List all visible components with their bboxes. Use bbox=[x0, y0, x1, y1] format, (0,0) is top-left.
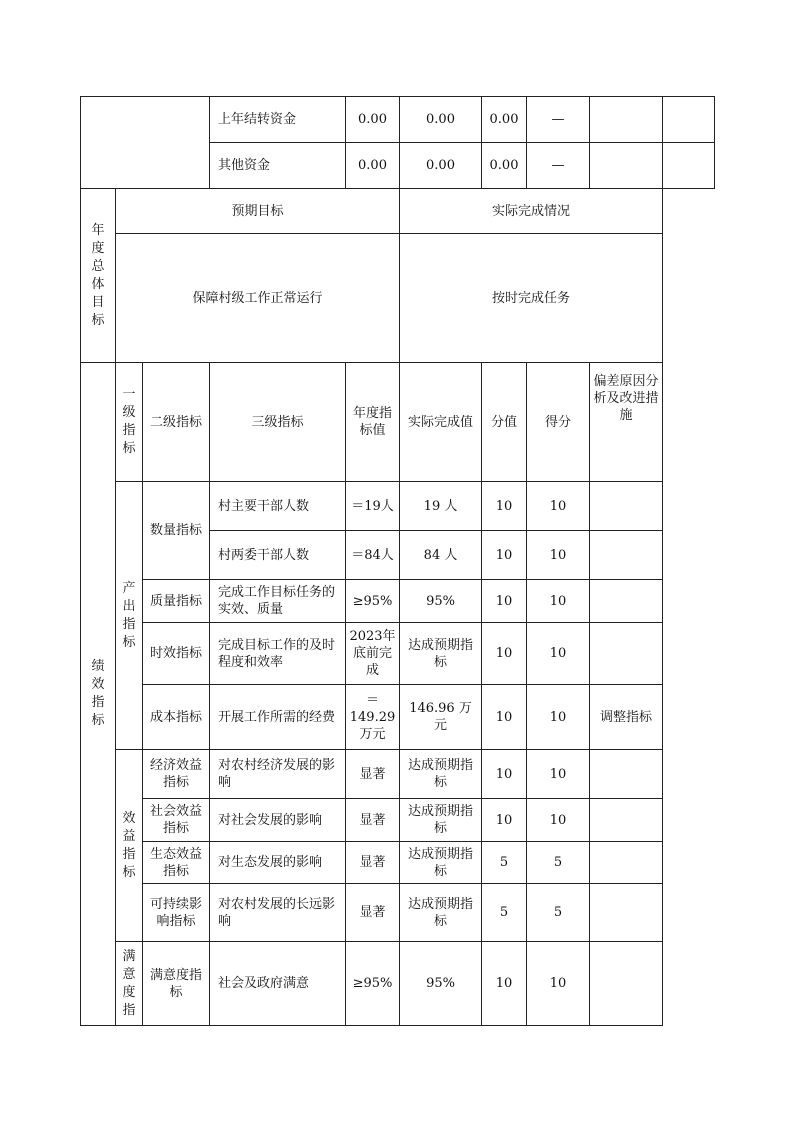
annual-goal-content-row bbox=[81, 234, 715, 363]
table-row bbox=[81, 884, 715, 942]
level3-cell: 对农村经济发展的影响 bbox=[210, 750, 346, 799]
expected-goal-text: 保障村级工作正常运行 bbox=[116, 234, 400, 363]
funding-dash: — bbox=[527, 143, 590, 189]
empty-cell bbox=[590, 143, 663, 189]
level2-cell: 社会效益指标 bbox=[143, 799, 210, 842]
level2-cell: 数量指标 bbox=[143, 482, 210, 580]
level2-cell: 时效指标 bbox=[143, 623, 210, 685]
level2-cell: 满意度指标 bbox=[143, 942, 210, 1026]
value-cell: 5 bbox=[482, 884, 527, 942]
level2-cell: 可持续影响指标 bbox=[143, 884, 210, 942]
annual-goal-side-label: 年 度 总 体 目 标 bbox=[81, 189, 116, 363]
funding-dash: — bbox=[527, 97, 590, 143]
deviation-cell bbox=[590, 580, 663, 623]
deviation-cell bbox=[590, 623, 663, 685]
table-row bbox=[81, 942, 715, 1026]
funding-label: 其他资金 bbox=[210, 143, 346, 189]
level2-cell: 生态效益指标 bbox=[143, 842, 210, 884]
score-header: 得分 bbox=[527, 363, 590, 482]
actual-goal-text: 按时完成任务 bbox=[400, 234, 663, 363]
actual-cell: 达成预期指标 bbox=[400, 799, 482, 842]
annual-goal-header-row bbox=[81, 189, 715, 234]
table-row bbox=[81, 750, 715, 799]
score-cell: 10 bbox=[527, 623, 590, 685]
actual-cell: 146.96 万元 bbox=[400, 685, 482, 750]
score-cell: 10 bbox=[527, 531, 590, 580]
actual-cell: 达成预期指标 bbox=[400, 623, 482, 685]
actual-cell: 达成预期指标 bbox=[400, 750, 482, 799]
actual-cell: 达成预期指标 bbox=[400, 884, 482, 942]
expected-goal-header: 预期目标 bbox=[116, 189, 400, 234]
value-cell: 10 bbox=[482, 685, 527, 750]
score-value-header: 分值 bbox=[482, 363, 527, 482]
funding-value: 0.00 bbox=[400, 143, 482, 189]
empty-cell bbox=[590, 97, 663, 143]
deviation-cell bbox=[590, 750, 663, 799]
performance-side-label: 绩 效 指 标 bbox=[81, 363, 116, 1026]
target-cell: 显著 bbox=[346, 842, 400, 884]
value-cell: 10 bbox=[482, 482, 527, 531]
score-cell: 10 bbox=[527, 799, 590, 842]
value-cell: 10 bbox=[482, 942, 527, 1026]
level2-cell: 质量指标 bbox=[143, 580, 210, 623]
level3-cell: 对农村发展的长远影响 bbox=[210, 884, 346, 942]
table-row bbox=[81, 842, 715, 884]
level3-cell: 完成目标工作的及时程度和效率 bbox=[210, 623, 346, 685]
level3-cell: 完成工作目标任务的实效、质量 bbox=[210, 580, 346, 623]
deviation-header: 偏差原因分析及改进措施 bbox=[590, 363, 663, 482]
target-header: 年度指标值 bbox=[346, 363, 400, 482]
benefit-indicator-label: 效 益 指 标 bbox=[116, 750, 143, 942]
score-cell: 10 bbox=[527, 942, 590, 1026]
actual-header: 实际完成值 bbox=[400, 363, 482, 482]
indicator-header-row bbox=[81, 363, 715, 482]
value-cell: 10 bbox=[482, 531, 527, 580]
target-cell: ≥95% bbox=[346, 580, 400, 623]
level3-cell: 开展工作所需的经费 bbox=[210, 685, 346, 750]
actual-cell: 95% bbox=[400, 942, 482, 1026]
value-cell: 5 bbox=[482, 842, 527, 884]
funding-value: 0.00 bbox=[346, 143, 400, 189]
value-cell: 10 bbox=[482, 799, 527, 842]
actual-cell: 84 人 bbox=[400, 531, 482, 580]
table-row bbox=[81, 482, 715, 531]
level3-cell: 对生态发展的影响 bbox=[210, 842, 346, 884]
funding-value: 0.00 bbox=[346, 97, 400, 143]
funding-label: 上年结转资金 bbox=[210, 97, 346, 143]
deviation-cell: 调整指标 bbox=[590, 685, 663, 750]
deviation-cell bbox=[590, 799, 663, 842]
satisfaction-indicator-label: 满 意 度 指 bbox=[116, 942, 143, 1026]
target-cell: 显著 bbox=[346, 750, 400, 799]
actual-cell: 达成预期指标 bbox=[400, 842, 482, 884]
target-cell: 显著 bbox=[346, 799, 400, 842]
deviation-cell bbox=[590, 482, 663, 531]
table-row bbox=[81, 685, 715, 750]
score-cell: 10 bbox=[527, 580, 590, 623]
score-cell: 5 bbox=[527, 842, 590, 884]
level3-header: 三级指标 bbox=[210, 363, 346, 482]
target-cell: ＝19人 bbox=[346, 482, 400, 531]
table-row bbox=[81, 580, 715, 623]
target-cell: 2023年底前完成 bbox=[346, 623, 400, 685]
value-cell: 10 bbox=[482, 750, 527, 799]
empty-cell bbox=[663, 97, 715, 143]
score-cell: 10 bbox=[527, 482, 590, 531]
target-cell: ＝149.29万元 bbox=[346, 685, 400, 750]
actual-goal-header: 实际完成情况 bbox=[400, 189, 663, 234]
funding-value: 0.00 bbox=[400, 97, 482, 143]
score-cell: 5 bbox=[527, 884, 590, 942]
target-cell: ≥95% bbox=[346, 942, 400, 1026]
deviation-cell bbox=[590, 942, 663, 1026]
performance-evaluation-table bbox=[80, 96, 715, 1026]
funding-blank-cell bbox=[81, 97, 210, 189]
level3-cell: 对社会发展的影响 bbox=[210, 799, 346, 842]
deviation-cell bbox=[590, 842, 663, 884]
value-cell: 10 bbox=[482, 623, 527, 685]
table-row bbox=[81, 623, 715, 685]
level2-cell: 经济效益指标 bbox=[143, 750, 210, 799]
target-cell: 显著 bbox=[346, 884, 400, 942]
funding-value: 0.00 bbox=[482, 143, 527, 189]
score-cell: 10 bbox=[527, 750, 590, 799]
output-indicator-label: 产 出 指 标 bbox=[116, 482, 143, 750]
level3-cell: 村两委干部人数 bbox=[210, 531, 346, 580]
actual-cell: 95% bbox=[400, 580, 482, 623]
empty-cell bbox=[663, 143, 715, 189]
level3-cell: 村主要干部人数 bbox=[210, 482, 346, 531]
score-cell: 10 bbox=[527, 685, 590, 750]
deviation-cell bbox=[590, 884, 663, 942]
level2-cell: 成本指标 bbox=[143, 685, 210, 750]
value-cell: 10 bbox=[482, 580, 527, 623]
level2-header: 二级指标 bbox=[143, 363, 210, 482]
funding-row-carryover bbox=[81, 97, 715, 143]
funding-value: 0.00 bbox=[482, 97, 527, 143]
target-cell: ＝84人 bbox=[346, 531, 400, 580]
deviation-cell bbox=[590, 531, 663, 580]
level1-header: 一 级 指 标 bbox=[116, 363, 143, 482]
table-row bbox=[81, 799, 715, 842]
actual-cell: 19 人 bbox=[400, 482, 482, 531]
level3-cell: 社会及政府满意 bbox=[210, 942, 346, 1026]
